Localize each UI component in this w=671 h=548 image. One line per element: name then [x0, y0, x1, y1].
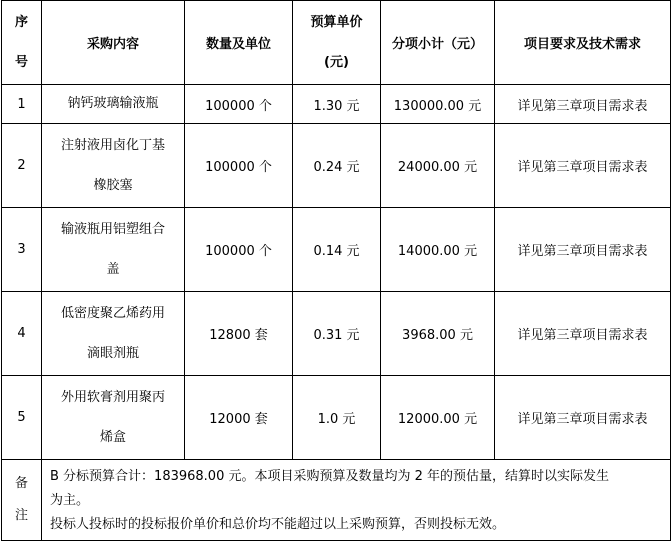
note-row — [2, 460, 671, 541]
table-row — [2, 376, 671, 460]
row-qty: 12800 套 — [185, 292, 293, 376]
row-qty: 100000 个 — [185, 124, 293, 208]
row-item-line: 滴眼剂瓶 — [86, 345, 139, 361]
row-qty: 100000 个 — [185, 85, 293, 124]
row-item — [42, 124, 185, 208]
row-price: 0.24 元 — [293, 124, 381, 208]
header-requirements: 项目要求及技术需求 — [495, 1, 671, 85]
row-item-line: 外用软膏剂用聚丙 — [60, 389, 165, 405]
row-price: 1.0 元 — [293, 376, 381, 460]
note-label-line1: 备 — [14, 476, 28, 491]
table-row — [2, 85, 671, 124]
header-qty: 数量及单位 — [185, 1, 293, 85]
row-item-line: 盖 — [106, 261, 120, 277]
row-price: 0.31 元 — [293, 292, 381, 376]
header-subtotal: 分项小计（元） — [381, 1, 495, 85]
row-item-line: 橡胶塞 — [93, 177, 133, 193]
row-requirements: 详见第三章项目需求表 — [495, 292, 671, 376]
row-price: 0.14 元 — [293, 208, 381, 292]
row-requirements: 详见第三章项目需求表 — [495, 85, 671, 124]
row-item — [42, 85, 185, 124]
header-no-line2: 号 — [14, 54, 28, 70]
row-item — [42, 208, 185, 292]
header-item: 采购内容 — [42, 1, 185, 85]
row-item-line: 烯盒 — [99, 429, 126, 445]
table-row — [2, 292, 671, 376]
row-qty: 12000 套 — [185, 376, 293, 460]
row-no: 3 — [2, 208, 42, 292]
note-label — [2, 460, 42, 541]
row-subtotal: 24000.00 元 — [381, 124, 495, 208]
row-qty: 100000 个 — [185, 208, 293, 292]
row-item-line: 钠钙玻璃输液瓶 — [67, 96, 159, 111]
row-item — [42, 376, 185, 460]
header-no-line1: 序 — [14, 14, 28, 30]
note-content — [42, 460, 671, 541]
note-label-line2: 注 — [14, 508, 28, 523]
header-row — [2, 1, 671, 85]
row-no: 4 — [2, 292, 42, 376]
header-no — [2, 1, 42, 85]
row-subtotal: 130000.00 元 — [381, 85, 495, 124]
table-row — [2, 124, 671, 208]
header-price-line2: (元) — [324, 54, 349, 70]
note-line: 投标人投标时的投标报价单价和总价均不能超过以上采购预算，否则投标无效。 — [50, 517, 506, 532]
row-item-line: 注射液用卤化丁基 — [60, 137, 165, 153]
row-no: 1 — [2, 85, 42, 124]
row-item-line: 输液瓶用铝塑组合 — [60, 221, 165, 237]
row-requirements: 详见第三章项目需求表 — [495, 376, 671, 460]
note-line: B 分标预算合计：183968.00 元。本项目采购预算及数量均为 2 年的预估量，结算时以实际发生 — [50, 469, 610, 484]
row-subtotal: 3968.00 元 — [381, 292, 495, 376]
row-item-line: 低密度聚乙烯药用 — [60, 305, 165, 321]
header-price-line1: 预算单价 — [310, 14, 363, 30]
row-subtotal: 12000.00 元 — [381, 376, 495, 460]
row-subtotal: 14000.00 元 — [381, 208, 495, 292]
row-item — [42, 292, 185, 376]
row-no: 5 — [2, 376, 42, 460]
header-price — [293, 1, 381, 85]
row-price: 1.30 元 — [293, 85, 381, 124]
row-requirements: 详见第三章项目需求表 — [495, 124, 671, 208]
table-row — [2, 208, 671, 292]
row-requirements: 详见第三章项目需求表 — [495, 208, 671, 292]
procurement-table — [1, 0, 671, 541]
note-line: 为主。 — [50, 493, 90, 508]
row-no: 2 — [2, 124, 42, 208]
